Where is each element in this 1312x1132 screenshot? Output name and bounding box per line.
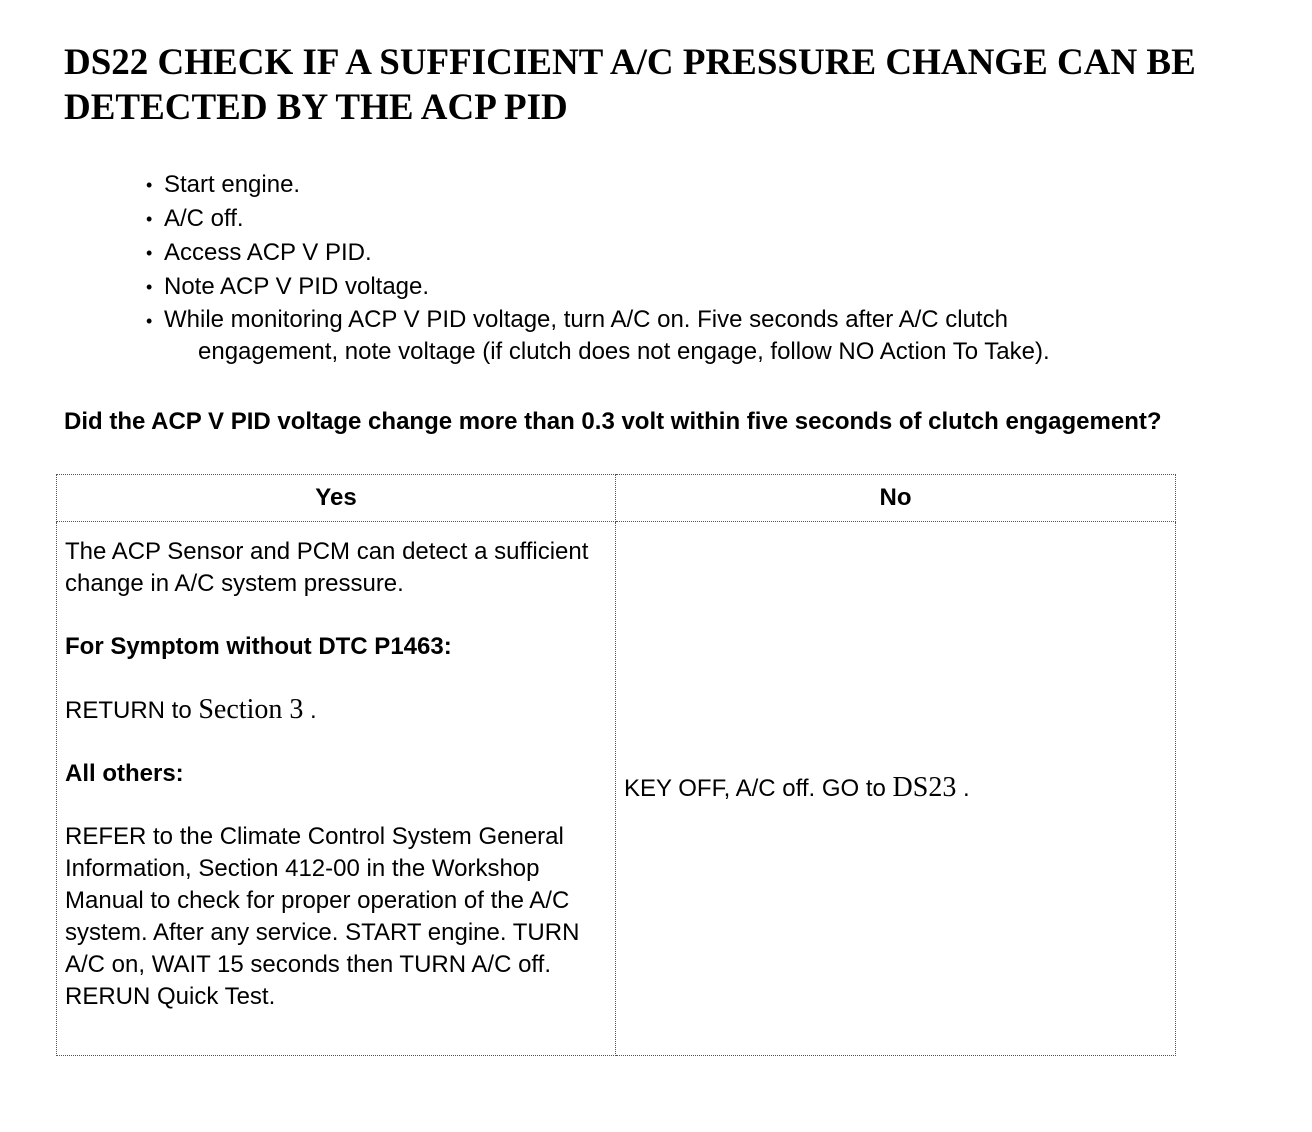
page-title: DS22 CHECK IF A SUFFICIENT A/C PRESSURE CHANGE CAN BE DETECTED BY THE ACP PID [64, 42, 1196, 128]
procedure-steps [146, 168, 1266, 368]
bullet-icon: • [146, 243, 153, 263]
step-text: Start engine. [164, 171, 301, 198]
step-text: While monitoring ACP V PID voltage, turn A/C on. Five seconds after A/C clutch [164, 306, 1008, 333]
step-item [146, 236, 1266, 270]
bullet-icon: • [146, 277, 153, 297]
refer-instruction: REFER to the Climate Control System General Information, Section 412-00 in the Workshop Manual to check for proper operation of the A/C system. After any service. START engine. TURN A/C on, WAIT 15 seconds then TURN A/C off. RERUN Quick Test. [65, 823, 580, 1010]
symptom-heading: For Symptom without DTC P1463: [65, 633, 452, 660]
bullet-icon: • [146, 311, 153, 331]
return-instruction [65, 694, 607, 727]
ds23-link[interactable]: DS23 [892, 772, 957, 803]
yes-cell [57, 522, 616, 1056]
table-header-row [57, 475, 1176, 522]
step-item [146, 168, 1266, 202]
step-text: Access ACP V PID. [164, 239, 372, 266]
no-cell [616, 522, 1176, 1056]
yes-result-text: The ACP Sensor and PCM can detect a sufficient change in A/C system pressure. [65, 538, 589, 597]
section-3-link[interactable]: Section 3 [198, 694, 304, 725]
all-others-heading: All others: [65, 760, 184, 787]
step-text: A/C off. [164, 205, 244, 232]
return-prefix: RETURN to [65, 697, 199, 724]
step-item [146, 304, 1266, 368]
table-row [57, 522, 1176, 1056]
step-item [146, 202, 1266, 236]
no-column-header: No [616, 475, 1176, 522]
step-text: Note ACP V PID voltage. [164, 273, 430, 300]
bullet-icon: • [146, 175, 153, 195]
no-action-prefix: KEY OFF, A/C off. GO to [624, 775, 893, 802]
bullet-icon: • [146, 209, 153, 229]
no-action-suffix: . [956, 775, 970, 802]
step-item [146, 270, 1266, 304]
return-suffix: . [303, 697, 317, 724]
question-text: Did the ACP V PID voltage change more than 0.3 volt within five seconds of clutch engagement? [64, 408, 1162, 435]
step-text-continuation: engagement, note voltage (if clutch does not engage, follow NO Action To Take). [198, 338, 1050, 365]
yes-column-header: Yes [57, 475, 616, 522]
answer-table [56, 474, 1176, 1056]
